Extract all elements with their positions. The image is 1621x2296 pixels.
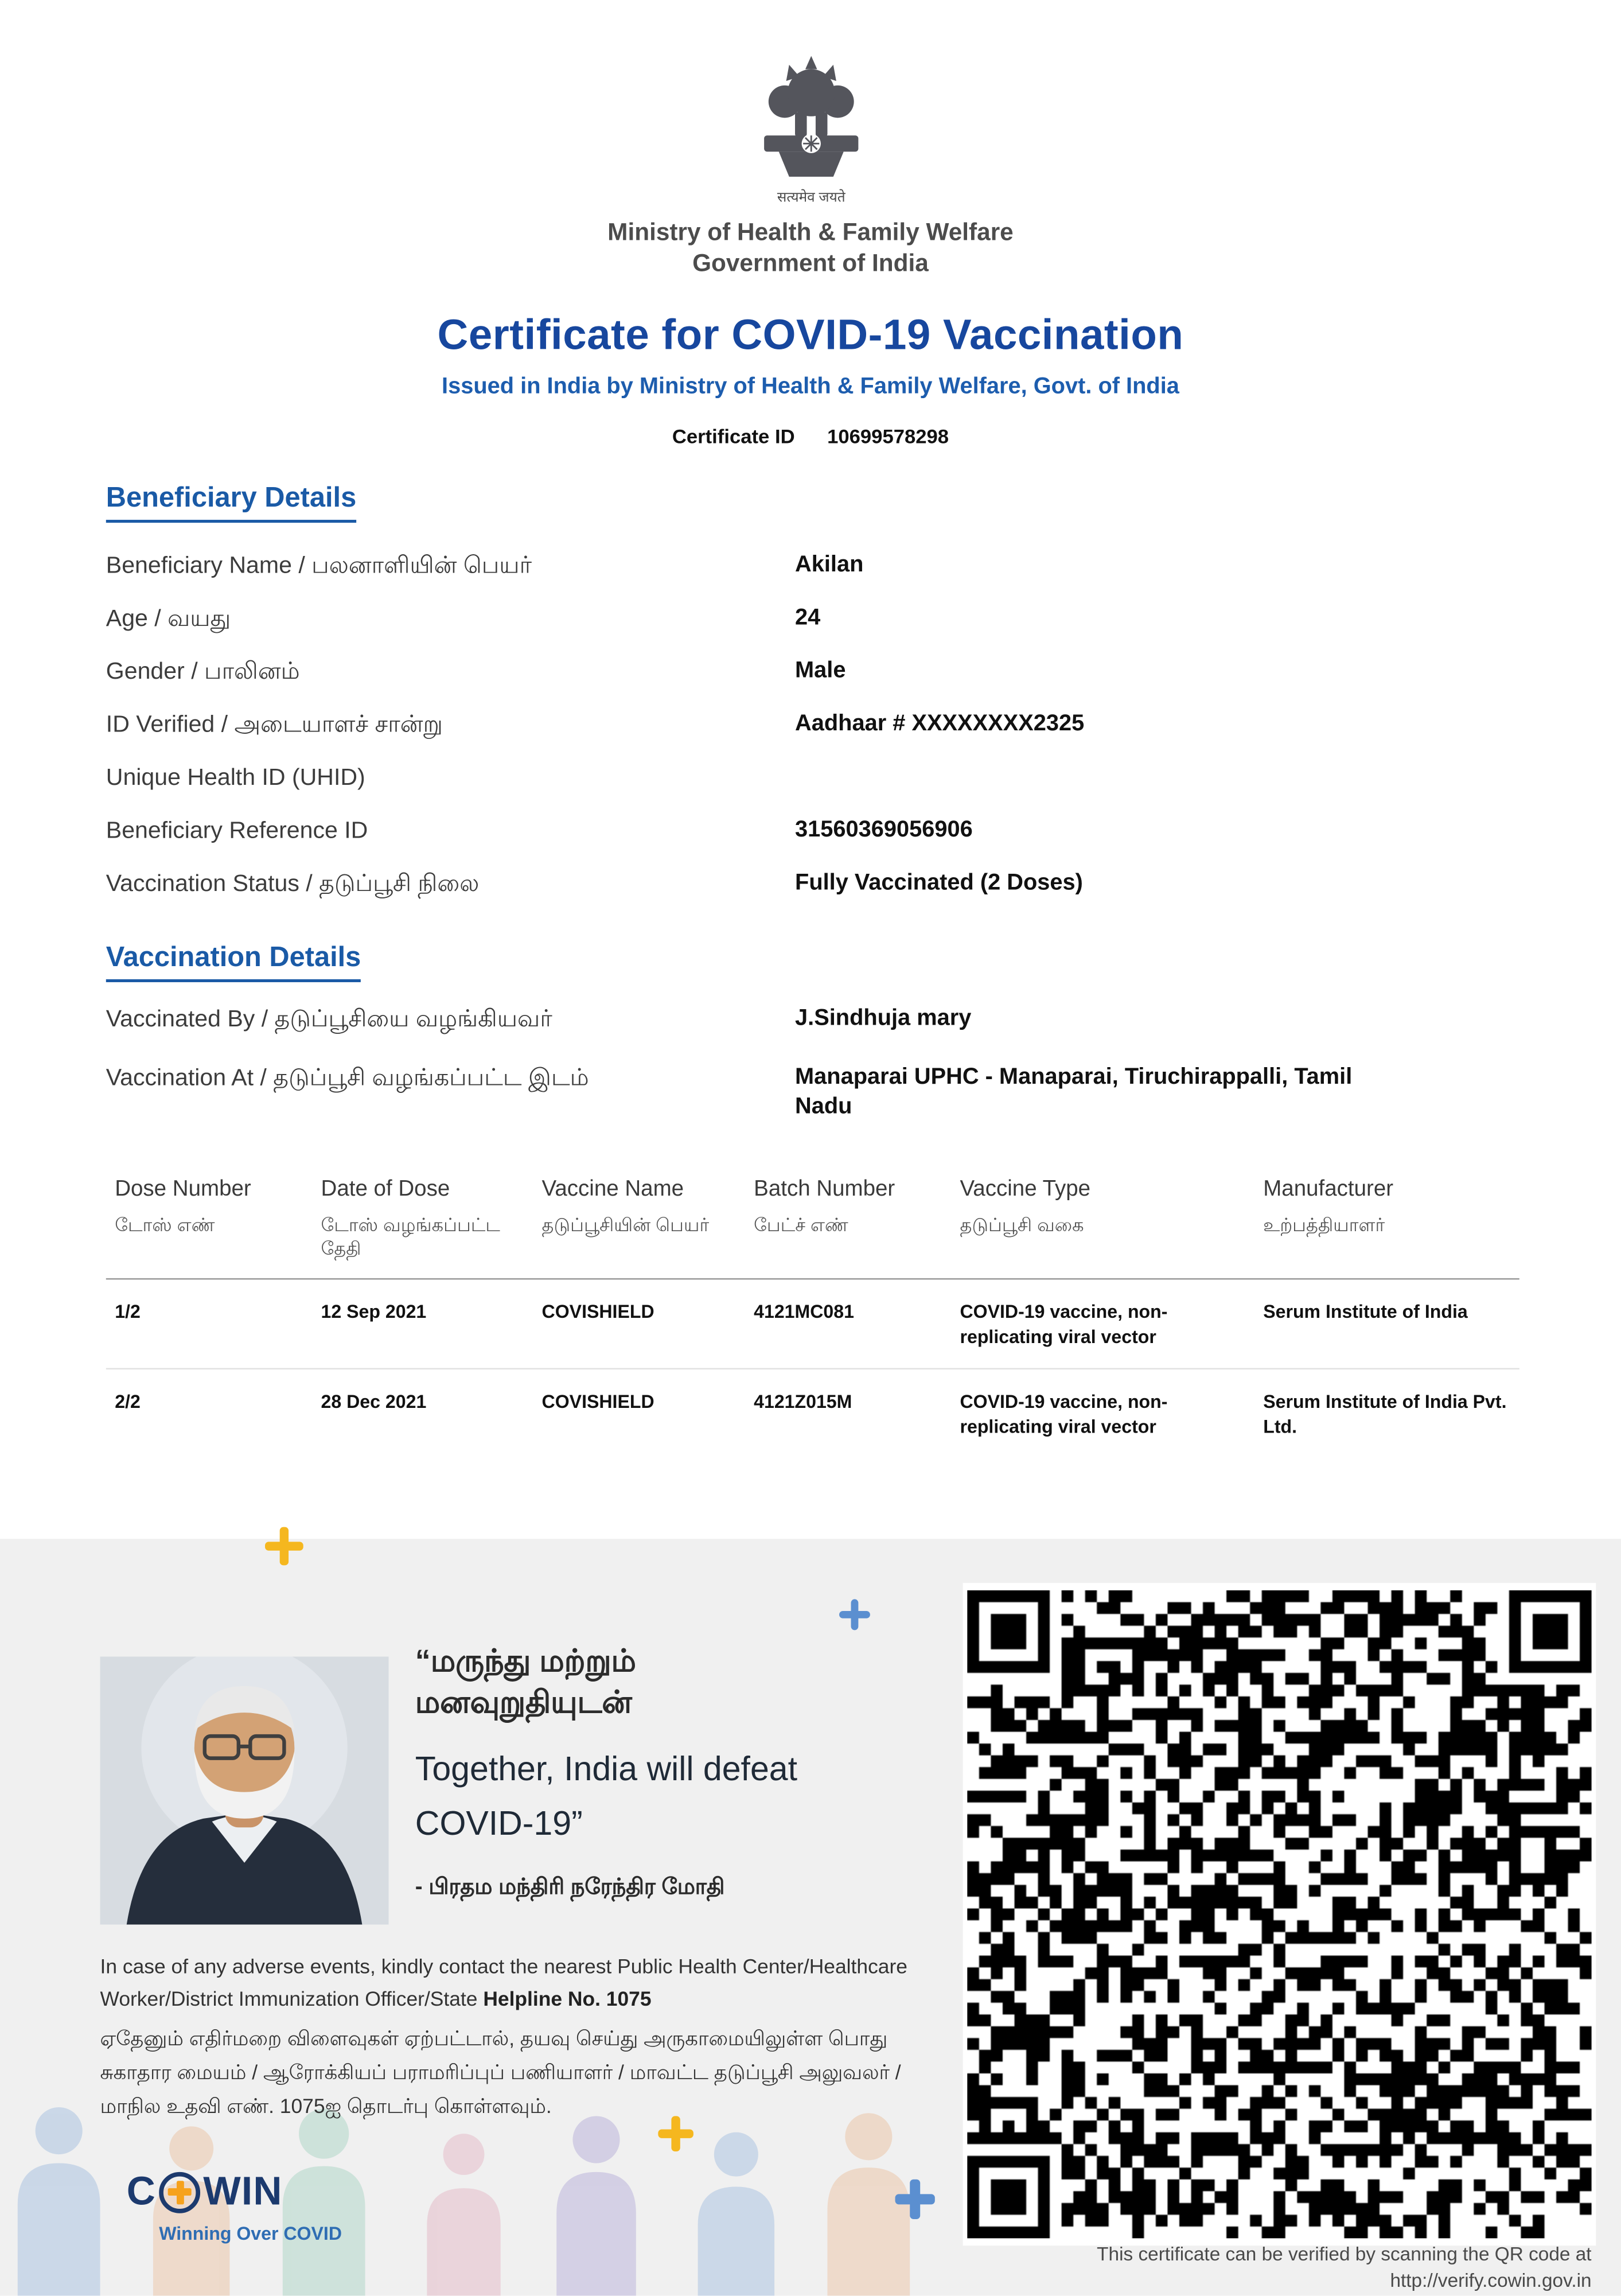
dose-table xyxy=(106,1175,1519,1458)
col-header-en: Vaccine Type xyxy=(960,1176,1091,1202)
cowin-tagline: Winning Over COVID xyxy=(159,2223,342,2244)
ministry-line2: Government of India xyxy=(692,250,929,277)
plus-decoration-yellow-bottom xyxy=(658,2116,693,2151)
col-header-en: Dose Number xyxy=(115,1176,251,1202)
field-label: Unique Health ID (UHID) xyxy=(106,765,365,791)
emblem-container xyxy=(0,50,1621,209)
cell-batch: 4121MC081 xyxy=(754,1301,854,1322)
field-row-reference-id xyxy=(106,816,1549,869)
col-header-en: Vaccine Name xyxy=(541,1176,684,1202)
cell-vaccine: COVISHIELD xyxy=(541,1301,654,1322)
field-row-id-verified xyxy=(106,710,1549,762)
dose-row-1 xyxy=(106,1279,1519,1369)
helpline-number: Helpline No. 1075 xyxy=(483,1987,652,2010)
quote-english xyxy=(415,1742,930,1851)
cowin-wordmark xyxy=(127,2169,342,2215)
certificate-id-row xyxy=(0,426,1621,448)
ministry-line1: Ministry of Health & Family Welfare xyxy=(607,219,1014,246)
cowin-letter-c: C xyxy=(126,2169,157,2213)
col-header-en: Batch Number xyxy=(754,1176,895,1202)
dose-row-2 xyxy=(106,1369,1519,1458)
col-vaccine-type xyxy=(951,1175,1254,1260)
field-value: J.Sindhuja mary xyxy=(795,1006,972,1031)
quote-tamil-line2: மனவுறுதியுடன் xyxy=(415,1686,632,1720)
plus-decoration-yellow-top xyxy=(265,1527,303,1566)
certificate-subtitle: Issued in India by Ministry of Health & Family Welfare, Govt. of India xyxy=(442,373,1179,399)
field-label: Beneficiary Reference ID xyxy=(106,819,368,844)
field-row-beneficiary-name xyxy=(106,551,1549,604)
beneficiary-fields xyxy=(106,551,1549,922)
col-manufacturer xyxy=(1254,1175,1519,1260)
cell-vaccine: COVISHIELD xyxy=(541,1391,654,1412)
adverse-events-text: In case of any adverse events, kindly contact the nearest Public Health Center/Healthcare Worker/District Immunization Officer/State xyxy=(100,1955,908,2010)
field-label: Vaccination Status / தடுப்பூசி நிலை xyxy=(106,871,480,897)
vaccination-section xyxy=(106,943,361,982)
cell-manufacturer: Serum Institute of India xyxy=(1263,1301,1468,1322)
col-header-ta: டோஸ் வழங்கப்பட்ட தேதி xyxy=(321,1215,500,1259)
certificate-title: Certificate for COVID-19 Vaccination xyxy=(437,312,1184,360)
adverse-events-english xyxy=(100,1951,972,2014)
pm-quote xyxy=(415,1642,930,1902)
ministry-block xyxy=(0,218,1621,280)
footer-banner xyxy=(0,1539,1621,2295)
field-value: Male xyxy=(795,658,846,683)
cell-dose: 1/2 xyxy=(115,1301,141,1322)
field-value: 24 xyxy=(795,605,821,631)
field-row-age xyxy=(106,604,1549,656)
field-label: Age / வயது xyxy=(106,606,231,632)
pm-photo xyxy=(100,1657,389,1925)
col-dose-number xyxy=(106,1175,312,1260)
col-batch-number xyxy=(745,1175,951,1260)
qr-code-canvas xyxy=(967,1590,1591,2238)
field-value: Aadhaar # XXXXXXXX2325 xyxy=(795,711,1085,737)
field-label: Vaccinated By / தடுப்பூசியை வழங்கியவர் xyxy=(106,1007,552,1033)
plus-decoration-blue-bottom xyxy=(895,2180,935,2219)
field-value: 31560369056906 xyxy=(795,817,973,843)
field-row-gender xyxy=(106,657,1549,710)
cell-dose: 2/2 xyxy=(115,1391,141,1412)
field-label: Vaccination At / தடுப்பூசி வழங்கப்பட்ட இடம் xyxy=(106,1066,589,1091)
beneficiary-section-title: Beneficiary Details xyxy=(106,483,356,523)
field-row-vaccinated-by xyxy=(106,1004,1549,1063)
dose-table-header xyxy=(106,1175,1519,1279)
vaccination-section-title: Vaccination Details xyxy=(106,943,361,982)
field-value: Akilan xyxy=(795,552,864,578)
national-emblem-icon xyxy=(751,50,869,209)
cowin-plus-icon xyxy=(159,2172,200,2213)
adverse-events-tamil: ஏதேனும் எதிர்மறை விளைவுகள் ஏற்பட்டால், தயவு செய்து அருகாமையிலுள்ள பொது சுகாதார மையம் / ஆரோக்கியப் பராமரிப்புப் பணியாளர் / மாவட்ட தடுப்பூசி அலுவலர் / மாநில உதவி எண். 1075ஐ தொடர்பு கொள்ளவும். xyxy=(100,2028,901,2118)
field-label: Gender / பாலினம் xyxy=(106,659,300,685)
col-header-ta: தடுப்பூசி வகை xyxy=(960,1215,1084,1236)
col-header-en: Date of Dose xyxy=(321,1176,450,1202)
vaccination-fields xyxy=(106,1004,1549,1122)
quote-english-line2: COVID-19” xyxy=(415,1804,583,1842)
verification-url: http://verify.cowin.gov.in xyxy=(1390,2269,1592,2291)
verification-note xyxy=(1097,2241,1591,2294)
cowin-logo xyxy=(127,2169,342,2244)
cell-type: COVID-19 vaccine, non-replicating viral vector xyxy=(960,1301,1168,1348)
field-value: Fully Vaccinated (2 Doses) xyxy=(795,870,1083,896)
certificate-id-label: Certificate ID xyxy=(672,425,795,448)
col-header-en: Manufacturer xyxy=(1263,1176,1394,1202)
col-vaccine-name xyxy=(533,1175,745,1260)
beneficiary-section xyxy=(106,483,356,523)
field-row-uhid xyxy=(106,763,1549,816)
plus-decoration-blue-top xyxy=(839,1599,870,1630)
emblem-motto: सत्यमेव जयते xyxy=(776,189,845,205)
verification-line1: This certificate can be verified by scanning the QR code at xyxy=(1097,2243,1592,2265)
field-label: ID Verified / அடையாளச் சான்று xyxy=(106,713,443,738)
col-header-ta: பேட்ச் எண் xyxy=(754,1215,848,1236)
col-header-ta: தடுப்பூசியின் பெயர் xyxy=(541,1215,710,1236)
cell-manufacturer: Serum Institute of India Pvt. Ltd. xyxy=(1263,1391,1507,1438)
field-row-vaccination-at xyxy=(106,1063,1549,1122)
quote-tamil-line1: “மருந்து மற்றும் xyxy=(415,1645,636,1679)
field-label: Beneficiary Name / பலனாளியின் பெயர் xyxy=(106,554,532,579)
quote-attribution: - பிரதம மந்திரி நரேந்திர மோதி xyxy=(415,1874,725,1900)
quote-english-line1: Together, India will defeat xyxy=(415,1749,798,1788)
col-header-ta: உற்பத்தியாளர் xyxy=(1263,1215,1385,1236)
col-header-ta: டோஸ் எண் xyxy=(115,1215,215,1236)
cell-batch: 4121Z015M xyxy=(754,1391,852,1412)
cell-date: 28 Dec 2021 xyxy=(321,1391,427,1412)
field-value: Manaparai UPHC - Manaparai, Tiruchirappalli, Tamil Nadu xyxy=(795,1064,1353,1119)
cell-type: COVID-19 vaccine, non-replicating viral vector xyxy=(960,1391,1168,1438)
cell-date: 12 Sep 2021 xyxy=(321,1301,427,1322)
certificate-id-value: 10699578298 xyxy=(827,425,949,448)
col-date-of-dose xyxy=(312,1175,533,1260)
field-row-vaccination-status xyxy=(106,869,1549,921)
qr-code xyxy=(963,1583,1596,2246)
cowin-letters-win: WIN xyxy=(203,2169,283,2213)
